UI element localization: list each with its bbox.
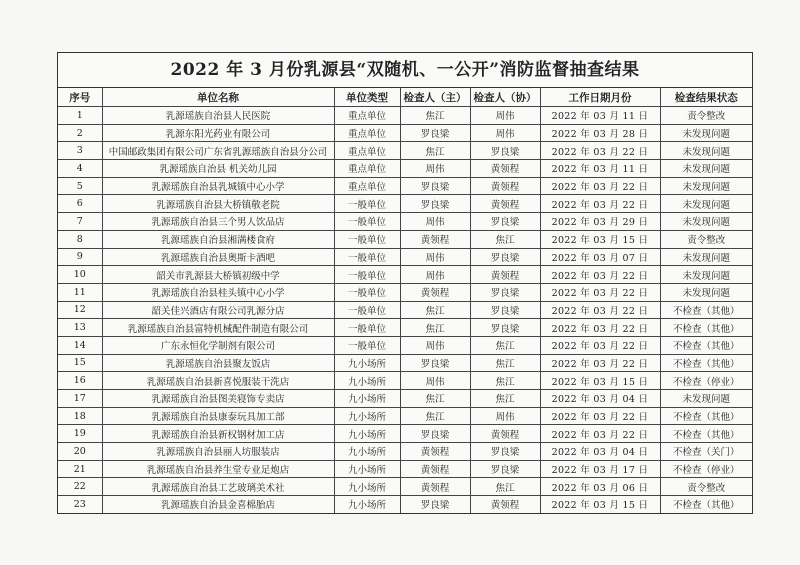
cell-assist-inspector: 黄领程 bbox=[470, 195, 540, 213]
inspection-results-sheet bbox=[57, 52, 753, 514]
cell-main-inspector: 黄领程 bbox=[400, 283, 470, 301]
cell-assist-inspector: 罗良梁 bbox=[470, 319, 540, 337]
table-row bbox=[58, 319, 752, 337]
cell-number: 11 bbox=[58, 283, 102, 301]
col-header-main-inspector: 检查人（主） bbox=[400, 88, 470, 107]
cell-number: 18 bbox=[58, 407, 102, 425]
table-row bbox=[58, 213, 752, 231]
cell-unit-name: 乳源瑶族自治县新权钢材加工店 bbox=[102, 425, 334, 443]
table-row bbox=[58, 283, 752, 301]
cell-unit-type: 一般单位 bbox=[334, 319, 400, 337]
cell-unit-type: 重点单位 bbox=[334, 107, 400, 125]
cell-main-inspector: 周伟 bbox=[400, 248, 470, 266]
col-header-work-date: 工作日期月份 bbox=[540, 88, 660, 107]
cell-work-date: 2022 年 03 月 22 日 bbox=[540, 195, 660, 213]
cell-unit-name: 广东永恒化学制剂有限公司 bbox=[102, 336, 334, 354]
cell-main-inspector: 焦江 bbox=[400, 301, 470, 319]
cell-result-status: 未发现问题 bbox=[660, 266, 752, 284]
cell-unit-name: 乳源瑶族自治县桂头镇中心小学 bbox=[102, 283, 334, 301]
cell-unit-name: 乳源瑶族自治县金喜棉胎店 bbox=[102, 496, 334, 513]
cell-unit-type: 重点单位 bbox=[334, 124, 400, 142]
cell-work-date: 2022 年 03 月 11 日 bbox=[540, 160, 660, 178]
cell-number: 5 bbox=[58, 177, 102, 195]
table-header-row bbox=[58, 88, 752, 107]
cell-work-date: 2022 年 03 月 22 日 bbox=[540, 142, 660, 160]
cell-unit-name: 乳源瑶族自治县工艺玻璃美术社 bbox=[102, 478, 334, 496]
cell-unit-type: 一般单位 bbox=[334, 213, 400, 231]
cell-number: 8 bbox=[58, 230, 102, 248]
cell-unit-type: 九小场所 bbox=[334, 354, 400, 372]
cell-work-date: 2022 年 03 月 06 日 bbox=[540, 478, 660, 496]
cell-assist-inspector: 焦江 bbox=[470, 230, 540, 248]
cell-result-status: 不检查（其他） bbox=[660, 336, 752, 354]
cell-work-date: 2022 年 03 月 22 日 bbox=[540, 301, 660, 319]
table-row bbox=[58, 177, 752, 195]
cell-result-status: 责令整改 bbox=[660, 107, 752, 125]
cell-main-inspector: 焦江 bbox=[400, 107, 470, 125]
cell-unit-name: 乳源东阳光药业有限公司 bbox=[102, 124, 334, 142]
col-header-assist-inspector: 检查人（协） bbox=[470, 88, 540, 107]
cell-number: 23 bbox=[58, 496, 102, 513]
cell-main-inspector: 黄领程 bbox=[400, 460, 470, 478]
cell-result-status: 未发现问题 bbox=[660, 124, 752, 142]
table-row bbox=[58, 460, 752, 478]
table-row bbox=[58, 390, 752, 408]
cell-unit-type: 九小场所 bbox=[334, 460, 400, 478]
cell-work-date: 2022 年 03 月 22 日 bbox=[540, 177, 660, 195]
table-row bbox=[58, 496, 752, 513]
cell-unit-type: 一般单位 bbox=[334, 195, 400, 213]
cell-number: 20 bbox=[58, 443, 102, 461]
document-title: 2022 年 3 月份乳源县“双随机、一公开”消防监督抽查结果 bbox=[58, 53, 752, 88]
cell-assist-inspector: 焦江 bbox=[470, 336, 540, 354]
cell-unit-type: 九小场所 bbox=[334, 407, 400, 425]
cell-unit-name: 乳源瑶族自治县新喜悦服装干洗店 bbox=[102, 372, 334, 390]
cell-assist-inspector: 罗良梁 bbox=[470, 443, 540, 461]
cell-number: 15 bbox=[58, 354, 102, 372]
cell-result-status: 未发现问题 bbox=[660, 177, 752, 195]
cell-result-status: 未发现问题 bbox=[660, 142, 752, 160]
cell-assist-inspector: 罗良梁 bbox=[470, 142, 540, 160]
cell-unit-name: 乳源瑶族自治县奥斯卡酒吧 bbox=[102, 248, 334, 266]
table-row bbox=[58, 195, 752, 213]
cell-unit-name: 乳源瑶族自治县三个男人饮品店 bbox=[102, 213, 334, 231]
cell-main-inspector: 焦江 bbox=[400, 407, 470, 425]
cell-main-inspector: 周伟 bbox=[400, 266, 470, 284]
cell-unit-type: 九小场所 bbox=[334, 372, 400, 390]
cell-result-status: 不检查（关门） bbox=[660, 443, 752, 461]
cell-result-status: 未发现问题 bbox=[660, 213, 752, 231]
cell-assist-inspector: 黄领程 bbox=[470, 266, 540, 284]
table-row bbox=[58, 336, 752, 354]
cell-work-date: 2022 年 03 月 15 日 bbox=[540, 372, 660, 390]
cell-unit-type: 九小场所 bbox=[334, 496, 400, 513]
cell-work-date: 2022 年 03 月 22 日 bbox=[540, 283, 660, 301]
cell-number: 22 bbox=[58, 478, 102, 496]
cell-result-status: 不检查（停业） bbox=[660, 460, 752, 478]
cell-number: 10 bbox=[58, 266, 102, 284]
cell-work-date: 2022 年 03 月 22 日 bbox=[540, 266, 660, 284]
cell-assist-inspector: 周伟 bbox=[470, 407, 540, 425]
table-row bbox=[58, 107, 752, 125]
cell-main-inspector: 黄领程 bbox=[400, 443, 470, 461]
cell-result-status: 不检查（其他） bbox=[660, 319, 752, 337]
cell-assist-inspector: 罗良梁 bbox=[470, 248, 540, 266]
cell-result-status: 不检查（停业） bbox=[660, 372, 752, 390]
cell-number: 2 bbox=[58, 124, 102, 142]
cell-main-inspector: 周伟 bbox=[400, 372, 470, 390]
cell-main-inspector: 罗良梁 bbox=[400, 177, 470, 195]
cell-main-inspector: 罗良梁 bbox=[400, 124, 470, 142]
cell-assist-inspector: 罗良梁 bbox=[470, 213, 540, 231]
cell-work-date: 2022 年 03 月 28 日 bbox=[540, 124, 660, 142]
cell-result-status: 不检查（其他） bbox=[660, 354, 752, 372]
cell-number: 14 bbox=[58, 336, 102, 354]
cell-work-date: 2022 年 03 月 07 日 bbox=[540, 248, 660, 266]
cell-unit-name: 乳源瑶族自治县聚友饭店 bbox=[102, 354, 334, 372]
cell-main-inspector: 罗良梁 bbox=[400, 496, 470, 513]
table-row bbox=[58, 443, 752, 461]
cell-main-inspector: 周伟 bbox=[400, 336, 470, 354]
cell-unit-name: 乳源瑶族自治县湘满楼食府 bbox=[102, 230, 334, 248]
cell-main-inspector: 焦江 bbox=[400, 142, 470, 160]
cell-assist-inspector: 罗良梁 bbox=[470, 283, 540, 301]
cell-work-date: 2022 年 03 月 22 日 bbox=[540, 407, 660, 425]
cell-result-status: 未发现问题 bbox=[660, 248, 752, 266]
cell-result-status: 未发现问题 bbox=[660, 283, 752, 301]
cell-main-inspector: 罗良梁 bbox=[400, 354, 470, 372]
cell-assist-inspector: 焦江 bbox=[470, 390, 540, 408]
cell-number: 6 bbox=[58, 195, 102, 213]
cell-assist-inspector: 罗良梁 bbox=[470, 460, 540, 478]
cell-unit-type: 一般单位 bbox=[334, 230, 400, 248]
cell-unit-type: 一般单位 bbox=[334, 336, 400, 354]
cell-main-inspector: 黄领程 bbox=[400, 230, 470, 248]
cell-result-status: 责令整改 bbox=[660, 230, 752, 248]
cell-number: 13 bbox=[58, 319, 102, 337]
cell-result-status: 不检查（其他） bbox=[660, 496, 752, 513]
cell-unit-type: 重点单位 bbox=[334, 142, 400, 160]
cell-unit-name: 乳源瑶族自治县丽人坊服装店 bbox=[102, 443, 334, 461]
table-row bbox=[58, 142, 752, 160]
cell-result-status: 责令整改 bbox=[660, 478, 752, 496]
cell-unit-type: 九小场所 bbox=[334, 390, 400, 408]
cell-main-inspector: 焦江 bbox=[400, 390, 470, 408]
cell-number: 17 bbox=[58, 390, 102, 408]
cell-result-status: 不检查（其他） bbox=[660, 407, 752, 425]
cell-work-date: 2022 年 03 月 04 日 bbox=[540, 443, 660, 461]
cell-unit-name: 乳源瑶族自治县 机关幼儿园 bbox=[102, 160, 334, 178]
cell-result-status: 未发现问题 bbox=[660, 390, 752, 408]
table-row bbox=[58, 372, 752, 390]
cell-work-date: 2022 年 03 月 22 日 bbox=[540, 354, 660, 372]
cell-assist-inspector: 焦江 bbox=[470, 372, 540, 390]
cell-number: 21 bbox=[58, 460, 102, 478]
table-row bbox=[58, 407, 752, 425]
table-row bbox=[58, 425, 752, 443]
cell-unit-name: 乳源瑶族自治县乳城镇中心小学 bbox=[102, 177, 334, 195]
cell-number: 16 bbox=[58, 372, 102, 390]
cell-unit-name: 韶关佳兴酒店有限公司乳源分店 bbox=[102, 301, 334, 319]
table-row bbox=[58, 354, 752, 372]
cell-number: 19 bbox=[58, 425, 102, 443]
cell-unit-type: 一般单位 bbox=[334, 248, 400, 266]
cell-assist-inspector: 黄领程 bbox=[470, 425, 540, 443]
cell-work-date: 2022 年 03 月 04 日 bbox=[540, 390, 660, 408]
cell-result-status: 未发现问题 bbox=[660, 195, 752, 213]
col-header-unit-type: 单位类型 bbox=[334, 88, 400, 107]
cell-main-inspector: 焦江 bbox=[400, 319, 470, 337]
cell-unit-type: 九小场所 bbox=[334, 443, 400, 461]
cell-assist-inspector: 周伟 bbox=[470, 107, 540, 125]
table-row bbox=[58, 301, 752, 319]
cell-unit-type: 一般单位 bbox=[334, 301, 400, 319]
table-row bbox=[58, 248, 752, 266]
cell-unit-name: 乳源瑶族自治县人民医院 bbox=[102, 107, 334, 125]
cell-result-status: 不检查（其他） bbox=[660, 425, 752, 443]
cell-assist-inspector: 黄领程 bbox=[470, 496, 540, 513]
cell-work-date: 2022 年 03 月 22 日 bbox=[540, 319, 660, 337]
cell-unit-name: 乳源瑶族自治县大桥镇敬老院 bbox=[102, 195, 334, 213]
cell-unit-name: 乳源瑶族自治县图美寝饰专卖店 bbox=[102, 390, 334, 408]
cell-unit-name: 乳源瑶族自治县富特机械配件制造有限公司 bbox=[102, 319, 334, 337]
cell-unit-type: 重点单位 bbox=[334, 177, 400, 195]
cell-number: 1 bbox=[58, 107, 102, 125]
table-row bbox=[58, 230, 752, 248]
cell-assist-inspector: 焦江 bbox=[470, 478, 540, 496]
cell-work-date: 2022 年 03 月 15 日 bbox=[540, 230, 660, 248]
cell-assist-inspector: 黄领程 bbox=[470, 160, 540, 178]
cell-number: 3 bbox=[58, 142, 102, 160]
cell-work-date: 2022 年 03 月 11 日 bbox=[540, 107, 660, 125]
cell-work-date: 2022 年 03 月 17 日 bbox=[540, 460, 660, 478]
cell-unit-name: 韶关市乳源县大桥镇初级中学 bbox=[102, 266, 334, 284]
table-row bbox=[58, 266, 752, 284]
results-table bbox=[58, 88, 752, 513]
cell-work-date: 2022 年 03 月 15 日 bbox=[540, 496, 660, 513]
cell-number: 9 bbox=[58, 248, 102, 266]
cell-unit-name: 中国邮政集团有限公司广东省乳源瑶族自治县分公司 bbox=[102, 142, 334, 160]
cell-unit-type: 一般单位 bbox=[334, 283, 400, 301]
cell-main-inspector: 黄领程 bbox=[400, 478, 470, 496]
col-header-number: 序号 bbox=[58, 88, 102, 107]
cell-unit-name: 乳源瑶族自治县康泰玩具加工部 bbox=[102, 407, 334, 425]
col-header-result-status: 检查结果状态 bbox=[660, 88, 752, 107]
cell-unit-type: 九小场所 bbox=[334, 478, 400, 496]
cell-assist-inspector: 周伟 bbox=[470, 124, 540, 142]
cell-unit-type: 九小场所 bbox=[334, 425, 400, 443]
table-row bbox=[58, 160, 752, 178]
cell-work-date: 2022 年 03 月 29 日 bbox=[540, 213, 660, 231]
cell-result-status: 不检查（其他） bbox=[660, 301, 752, 319]
cell-unit-type: 重点单位 bbox=[334, 160, 400, 178]
cell-work-date: 2022 年 03 月 22 日 bbox=[540, 425, 660, 443]
cell-number: 7 bbox=[58, 213, 102, 231]
cell-main-inspector: 周伟 bbox=[400, 160, 470, 178]
table-row bbox=[58, 124, 752, 142]
cell-main-inspector: 罗良梁 bbox=[400, 195, 470, 213]
cell-assist-inspector: 罗良梁 bbox=[470, 301, 540, 319]
cell-unit-type: 一般单位 bbox=[334, 266, 400, 284]
cell-number: 4 bbox=[58, 160, 102, 178]
cell-work-date: 2022 年 03 月 22 日 bbox=[540, 336, 660, 354]
cell-main-inspector: 周伟 bbox=[400, 213, 470, 231]
cell-number: 12 bbox=[58, 301, 102, 319]
cell-assist-inspector: 焦江 bbox=[470, 354, 540, 372]
cell-main-inspector: 罗良梁 bbox=[400, 425, 470, 443]
cell-assist-inspector: 黄领程 bbox=[470, 177, 540, 195]
cell-result-status: 未发现问题 bbox=[660, 160, 752, 178]
col-header-unit-name: 单位名称 bbox=[102, 88, 334, 107]
table-row bbox=[58, 478, 752, 496]
cell-unit-name: 乳源瑶族自治县养生堂专业足炮店 bbox=[102, 460, 334, 478]
